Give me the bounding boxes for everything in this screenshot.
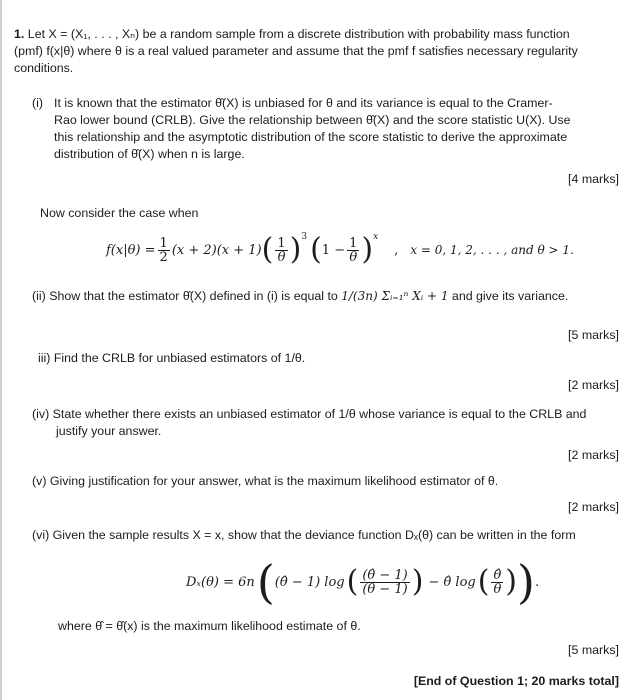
part-ii-text [32, 288, 629, 305]
part-iv-text [32, 406, 632, 440]
pmf-one-minus: 1 − [321, 242, 346, 258]
deviance-frac-2: $\frac{\thetâ}{\theta}$ [493, 567, 502, 597]
deviance-term-2: − θ̂ log [428, 574, 476, 590]
part-ii-sentence: Show that the estimator θ̂(X) defined in (i) is equal to [49, 289, 338, 303]
deviance-lhs: Dₓ(θ) = 6n [186, 574, 255, 590]
part-vi-where: where θ̂ = θ̂(x) is the maximum likelihood estimate of θ. [58, 619, 361, 633]
end-of-question: [End of Question 1; 20 marks total] [413, 674, 619, 688]
part-i-text [54, 95, 629, 163]
part-iv-label: (iv) [32, 407, 50, 421]
pmf-power-x: x [373, 232, 379, 242]
part-i-label: (i) [32, 96, 44, 110]
part-iii-label: iii) [38, 351, 51, 365]
intro-line-3: conditions. [14, 61, 74, 75]
part-v-marks: [2 marks] [568, 500, 619, 514]
deviance-formula: Dₓ(θ) = 6n ( (θ̂ − 1) log ( $\frac{(\thetâ - 1)}{(\theta - 1)}$ ) − θ̂ log ( $\frac{\thetâ}{\theta}$ ) ) . [186, 555, 540, 609]
part-i-marks: [4 marks] [568, 172, 619, 186]
part-vi-label: (vi) [32, 528, 50, 542]
pmf-domain: x = 0, 1, 2, . . . , and θ > 1. [410, 243, 574, 257]
part-ii-label: (ii) [32, 289, 46, 303]
deviance-frac-1: $\frac{(\thetâ - 1)}{(\theta - 1)}$ [362, 567, 408, 597]
part-iii-text [38, 350, 305, 367]
part-v-label: (v) [32, 474, 47, 488]
part-vi-text [32, 527, 576, 544]
deviance-term-1: (θ̂ − 1) log [274, 574, 345, 590]
question-number: 1. [14, 27, 25, 41]
part-iii-marks: [2 marks] [568, 378, 619, 392]
part-ii-tail: and give its variance. [451, 289, 569, 303]
case-intro: Now consider the case when [40, 206, 199, 220]
part-v-text [32, 473, 498, 490]
intro-line-2: (pmf) f(x|θ) where θ is a real valued parameter and assume that the pmf f satisfies necessary regularity [14, 44, 578, 58]
pmf-formula: f(x|θ) = $\frac{1}{2}$ (x + 2)(x + 1) ( $\frac{1}{\theta}$ ) $^3$ ( 1 − $\frac{1}{\theta}$ ) $^x$ , x = 0, 1, 2, . . . , and θ > 1. [106, 232, 574, 267]
part-i-line-1: It is known that the estimator θ̂(X) is unbiased for θ and its variance is equal to the Cramer- [54, 96, 553, 110]
pmf-inv-theta: $\frac{1}{\theta}$ [277, 235, 286, 265]
part-ii-marks: [5 marks] [568, 328, 619, 342]
pmf-half: $\frac{1}{2}$ [159, 235, 168, 265]
part-vi-sentence: Given the sample results X = x, show that the deviance function Dₓ(θ) can be written in the form [52, 528, 576, 542]
question-intro [14, 26, 629, 77]
part-vi-marks: [5 marks] [568, 643, 619, 657]
intro-line-1: Let X = (X₁, . . . , Xₙ) be a random sample from a discrete distribution with probability mass function [27, 27, 570, 41]
part-i-line-4: distribution of θ̂(X) when n is large. [54, 147, 245, 161]
part-v-sentence: Giving justification for your answer, what is the maximum likelihood estimator of θ. [49, 474, 499, 488]
pmf-inv-theta-2: $\frac{1}{\theta}$ [349, 235, 358, 265]
pmf-poly: (x + 2)(x + 1) [171, 242, 262, 258]
part-iv-line-2: justify your answer. [56, 424, 162, 438]
part-iv-marks: [2 marks] [568, 448, 619, 462]
pmf-lhs: f(x|θ) = [106, 242, 156, 258]
part-i-line-3: this relationship and the asymptotic distribution of the score statistic to derive the approximate [54, 130, 568, 144]
pmf-power-3: 3 [301, 232, 308, 242]
part-ii-formula: 1/(3n) Σᵢ₌₁ⁿ Xᵢ + 1 [341, 289, 449, 303]
part-iii-sentence: Find the CRLB for unbiased estimators of 1/θ. [53, 351, 306, 365]
part-iv-line-1: State whether there exists an unbiased estimator of 1/θ whose variance is equal to the CRLB and [52, 407, 587, 421]
part-i-line-2: Rao lower bound (CRLB). Give the relationship between θ̂(X) and the score statistic U(X). Use [54, 113, 571, 127]
